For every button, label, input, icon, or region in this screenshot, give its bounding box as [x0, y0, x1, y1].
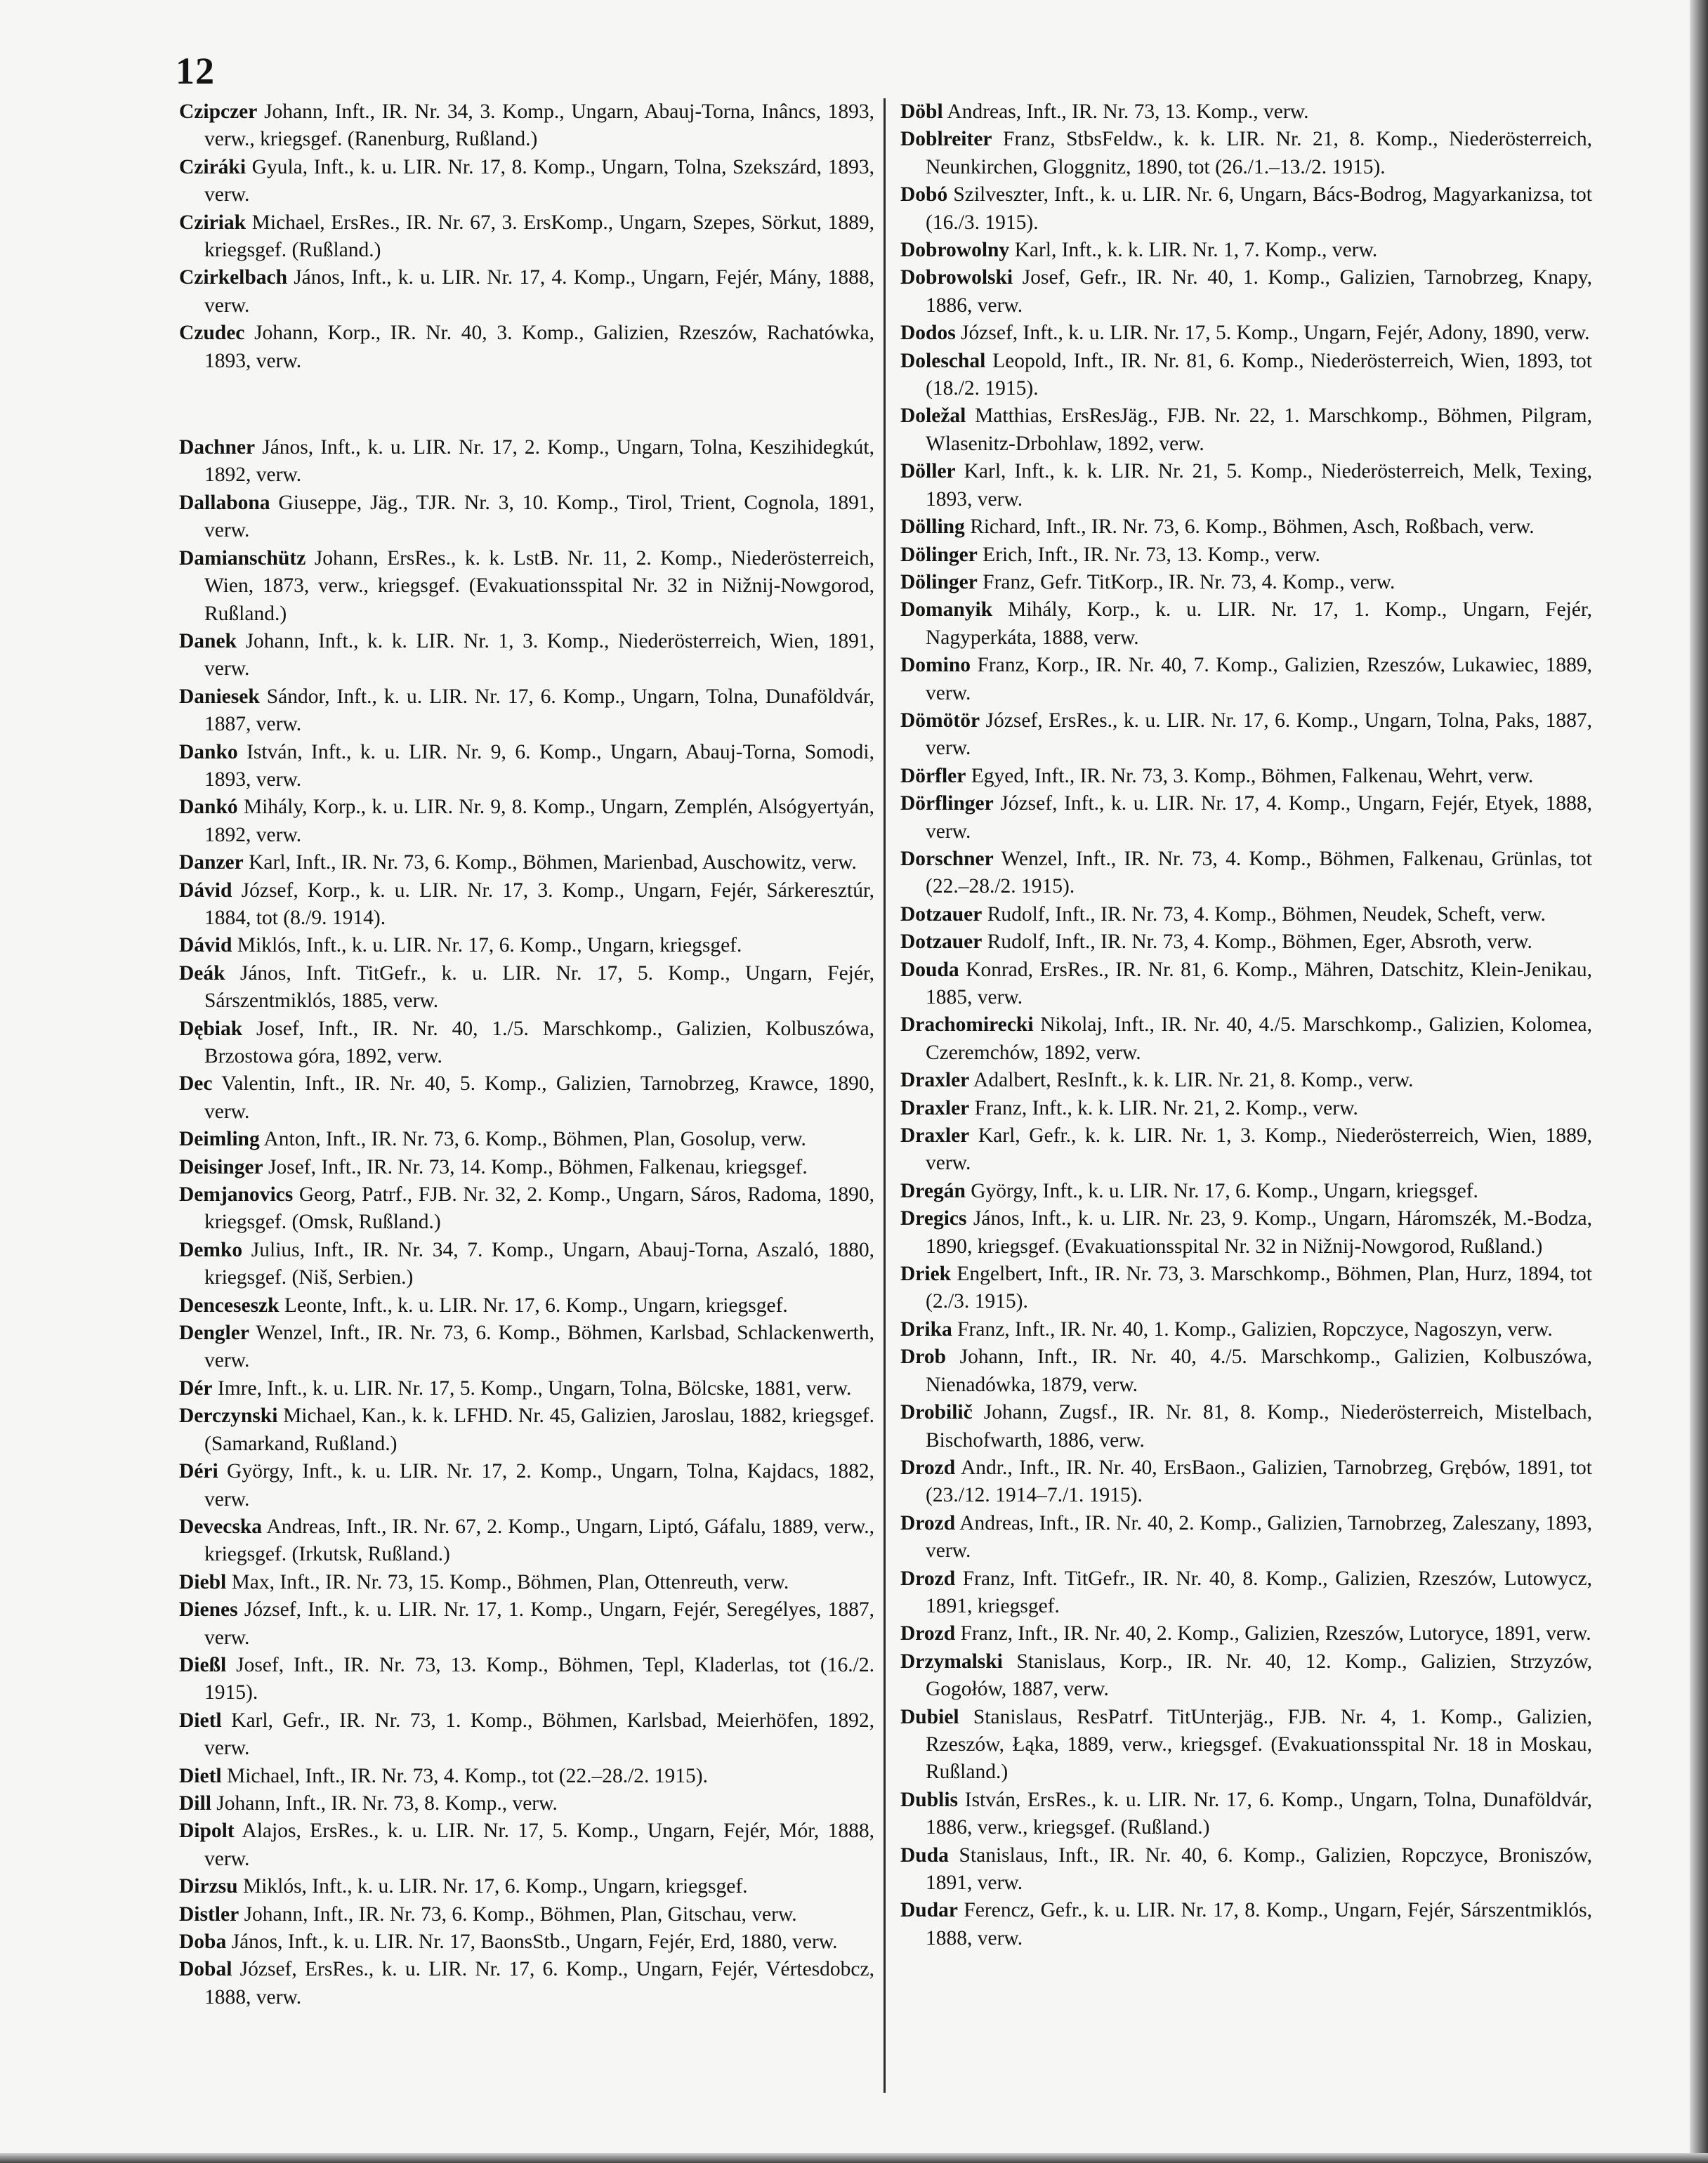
entry-surname: Drob — [900, 1346, 947, 1369]
register-entry — [179, 932, 874, 959]
entry-details: Georg, Patrf., FJB. Nr. 32, 2. Komp., Ungarn, Sáros, Radoma, 1890, kriegsgef. (Omsk, Rußland.) — [204, 1183, 875, 1234]
register-entry — [900, 1787, 1592, 1842]
entry-surname: Cziriak — [179, 211, 247, 234]
entry-details: Richard, Inft., IR. Nr. 73, 6. Komp., Böhmen, Asch, Roßbach, verw. — [970, 515, 1535, 539]
register-entry — [179, 1817, 874, 1873]
entry-details: József, Inft., k. u. LIR. Nr. 17, 4. Komp., Ungarn, Fejér, Etyek, 1888, verw. — [926, 792, 1592, 843]
entry-surname: Doblreiter — [900, 128, 992, 151]
entry-surname: Drozd — [900, 1622, 956, 1645]
entry-surname: Czirkelbach — [179, 266, 288, 289]
entry-surname: Driek — [900, 1263, 952, 1286]
entry-details: Franz, Inft., IR. Nr. 40, 1. Komp., Galizien, Ropczyce, Nagoszyn, verw. — [957, 1317, 1553, 1341]
register-entry — [179, 1458, 874, 1513]
register-entry — [900, 402, 1592, 458]
entry-details: Wenzel, Inft., IR. Nr. 73, 6. Komp., Böhmen, Karlsbad, Schlackenwerth, verw. — [204, 1322, 875, 1372]
entry-surname: Danko — [179, 740, 238, 763]
entry-details: Ferencz, Gefr., k. u. LIR. Nr. 17, 8. Komp., Ungarn, Fejér, Sárszentmiklós, 1888, verw. — [926, 1899, 1593, 1950]
entry-surname: Dobal — [179, 1958, 232, 1981]
register-entry — [179, 1513, 874, 1569]
entry-surname: Cziráki — [179, 155, 247, 178]
register-entry — [900, 790, 1592, 846]
entry-surname: Denceseszk — [179, 1294, 280, 1317]
entry-details: Julius, Inft., IR. Nr. 34, 7. Komp., Ungarn, Abauj-Torna, Aszaló, 1880, kriegsgef. (Niš, Serbien.) — [204, 1238, 875, 1289]
entry-surname: Drozd — [900, 1567, 956, 1590]
register-entry — [900, 458, 1592, 513]
entry-details: Anton, Inft., IR. Nr. 73, 6. Komp., Böhmen, Plan, Gosolup, verw. — [263, 1128, 806, 1151]
register-entry — [179, 209, 874, 265]
page-edge-shadow — [1690, 0, 1708, 2163]
entry-details: Karl, Inft., IR. Nr. 73, 6. Komp., Böhmen, Marienbad, Auschowitz, verw. — [249, 851, 857, 874]
entry-surname: Döller — [900, 460, 956, 483]
register-entry — [900, 1122, 1592, 1178]
entry-details: Josef, Inft., IR. Nr. 40, 1./5. Marschkomp., Galizien, Kolbuszówa, Brzostowa góra, 1892, verw. — [204, 1017, 874, 1067]
entry-surname: Douda — [900, 958, 959, 981]
right-column — [900, 98, 1592, 1952]
entry-surname: Dörfler — [900, 764, 966, 787]
entry-surname: Czipczer — [179, 100, 258, 123]
register-entry — [179, 1126, 874, 1153]
entry-surname: Damianschütz — [179, 546, 306, 570]
entry-details: János, Inft., k. u. LIR. Nr. 23, 9. Komp., Ungarn, Háromszék, M.-Bodza, 1890, kriegsgef. (Evakuationsspital Nr. 32 in Nižnij-Nowgorod, Rußland.) — [926, 1207, 1593, 1258]
entry-surname: Domanyik — [900, 598, 993, 622]
entry-surname: Doležal — [900, 405, 966, 428]
entry-details: Karl, Inft., k. k. LIR. Nr. 21, 5. Komp., Niederösterreich, Melk, Texing, 1893, verw. — [926, 460, 1593, 511]
entry-surname: Dubiel — [900, 1705, 959, 1728]
entry-details: Johann, Inft., IR. Nr. 34, 3. Komp., Ungarn, Abauj-Torna, Inâncs, 1893, verw., kriegsgef. (Ranenburg, Rußland.) — [204, 100, 875, 151]
entry-details: József, Inft., k. u. LIR. Nr. 17, 1. Komp., Ungarn, Fejér, Seregélyes, 1887, verw. — [204, 1598, 875, 1649]
register-entry — [900, 1620, 1592, 1648]
register-entry — [179, 1790, 874, 1817]
entry-details: Johann, Inft., IR. Nr. 73, 6. Komp., Böhmen, Plan, Gitschau, verw. — [244, 1902, 797, 1926]
entry-surname: Dudar — [900, 1899, 958, 1922]
register-entry — [900, 1399, 1592, 1454]
page-number: 12 — [176, 50, 215, 92]
register-entry — [179, 320, 874, 375]
entry-details: Rudolf, Inft., IR. Nr. 73, 4. Komp., Böhmen, Neudek, Scheft, verw. — [987, 902, 1546, 926]
entry-details: Engelbert, Inft., IR. Nr. 73, 3. Marschkomp., Böhmen, Plan, Hurz, 1894, tot (2./3. 1915). — [926, 1263, 1592, 1313]
register-entry — [179, 1237, 874, 1292]
entry-surname: Draxler — [900, 1096, 970, 1119]
entry-details: József, ErsRes., k. u. LIR. Nr. 17, 6. Komp., Ungarn, Fejér, Vértesdobcz, 1888, verw. — [204, 1958, 874, 2008]
register-entry — [179, 849, 874, 876]
entry-details: József, ErsRes., k. u. LIR. Nr. 17, 6. Komp., Ungarn, Tolna, Paks, 1887, verw. — [926, 709, 1592, 760]
register-entry — [179, 545, 874, 628]
entry-surname: Dér — [179, 1376, 213, 1400]
entry-surname: Dömötör — [900, 709, 980, 732]
entry-surname: Dietl — [179, 1709, 222, 1732]
register-entry — [900, 1067, 1592, 1094]
register-entry — [900, 1510, 1592, 1565]
register-entry — [900, 513, 1592, 541]
entry-details: György, Inft., k. u. LIR. Nr. 17, 6. Komp., Ungarn, kriegsgef. — [971, 1179, 1478, 1202]
register-entry — [900, 1648, 1592, 1704]
entry-surname: Derczynski — [179, 1405, 278, 1428]
entry-details: Michael, Inft., IR. Nr. 73, 4. Komp., tot (22.–28./2. 1915). — [227, 1764, 708, 1787]
entry-surname: Dregics — [900, 1207, 967, 1230]
entry-surname: Dublis — [900, 1788, 958, 1811]
entry-surname: Daniesek — [179, 685, 260, 708]
entry-details: Rudolf, Inft., IR. Nr. 73, 4. Komp., Böhmen, Eger, Absroth, verw. — [987, 931, 1532, 954]
entry-surname: Domino — [900, 654, 971, 677]
entry-surname: Danek — [179, 629, 237, 652]
register-entry — [179, 489, 874, 545]
entry-surname: Duda — [900, 1843, 949, 1867]
entry-surname: Doba — [179, 1931, 227, 1953]
register-entry — [179, 1375, 874, 1402]
entry-details: Nikolaj, Inft., IR. Nr. 40, 4./5. Marschkomp., Galizien, Kolomea, Czeremchów, 1892, verw. — [926, 1013, 1593, 1064]
register-entry — [900, 707, 1592, 763]
register-entry — [179, 154, 874, 209]
entry-surname: Drzymalski — [900, 1650, 1003, 1673]
register-entry — [179, 683, 874, 739]
register-entry — [179, 264, 874, 320]
entry-details: József, Korp., k. u. LIR. Nr. 17, 3. Komp., Ungarn, Fejér, Sárkeresztúr, 1884, tot (8./9. 1914). — [204, 879, 874, 929]
entry-details: Franz, Inft., IR. Nr. 40, 2. Komp., Galizien, Rzeszów, Lutoryce, 1891, verw. — [960, 1622, 1591, 1645]
entry-surname: Drika — [900, 1317, 952, 1341]
register-entry — [900, 1565, 1592, 1621]
register-entry — [900, 1704, 1592, 1787]
register-entry — [179, 739, 874, 794]
register-entry — [900, 237, 1592, 264]
register-entry — [179, 628, 874, 683]
entry-details: Stanislaus, Inft., IR. Nr. 40, 6. Komp., Galizien, Ropczyce, Broniszów, 1891, verw. — [926, 1843, 1592, 1894]
entry-surname: Dotzauer — [900, 902, 983, 926]
register-entry — [179, 1569, 874, 1596]
entry-details: Imre, Inft., k. u. LIR. Nr. 17, 5. Komp., Ungarn, Tolna, Bölcske, 1881, verw. — [217, 1376, 852, 1400]
entry-surname: Danzer — [179, 851, 244, 874]
entry-details: Johann, ErsRes., k. k. LstB. Nr. 11, 2. Komp., Niederösterreich, Wien, 1873, verw., kriegsgef. (Evakuationsspital Nr. 32 in Nižnij-Nowgorod, Rußland.) — [204, 546, 874, 625]
entry-details: József, Inft., k. u. LIR. Nr. 17, 5. Komp., Ungarn, Fejér, Adony, 1890, verw. — [961, 322, 1590, 345]
entry-surname: Dölinger — [900, 543, 978, 566]
entry-surname: Distler — [179, 1902, 239, 1926]
entry-surname: Diebl — [179, 1570, 227, 1593]
register-entry — [179, 1292, 874, 1320]
register-entry — [900, 928, 1592, 956]
register-entry — [179, 1956, 874, 2011]
entry-surname: Dölinger — [900, 570, 978, 593]
entry-surname: Dobó — [900, 183, 948, 206]
register-entry — [900, 569, 1592, 596]
register-entry — [900, 763, 1592, 790]
entry-details: János, Inft., k. u. LIR. Nr. 17, BaonsStb., Ungarn, Fejér, Erd, 1880, verw. — [231, 1931, 838, 1953]
register-entry — [179, 98, 874, 154]
register-entry — [900, 956, 1592, 1012]
entry-details: György, Inft., k. u. LIR. Nr. 17, 2. Komp., Ungarn, Tolna, Kajdacs, 1882, verw. — [204, 1460, 874, 1511]
register-entry — [179, 1596, 874, 1652]
register-entry — [900, 181, 1592, 237]
entry-details: Andr., Inft., IR. Nr. 40, ErsBaon., Galizien, Tarnobrzeg, Grębów, 1891, tot (23./12. 1914–7./1. 1915). — [926, 1456, 1593, 1507]
entry-surname: Dobrowolski — [900, 266, 1013, 289]
entry-surname: Dietl — [179, 1764, 222, 1787]
register-entry — [900, 348, 1592, 403]
entry-surname: Dotzauer — [900, 931, 983, 954]
entry-surname: Doleschal — [900, 349, 986, 372]
entry-details: Miklós, Inft., k. u. LIR. Nr. 17, 6. Komp., Ungarn, kriegsgef. — [237, 934, 742, 957]
entry-surname: Dipolt — [179, 1820, 235, 1843]
register-entry — [900, 846, 1592, 901]
entry-details: Michael, ErsRes., IR. Nr. 67, 3. ErsKomp., Ungarn, Szepes, Sörkut, 1889, kriegsgef. (Rußland.) — [204, 211, 874, 262]
entry-details: Franz, Korp., IR. Nr. 40, 7. Komp., Galizien, Rzeszów, Lukawiec, 1889, verw. — [926, 654, 1593, 704]
register-entry — [900, 264, 1592, 320]
entry-surname: Dregán — [900, 1179, 966, 1202]
entry-surname: Devecska — [179, 1515, 262, 1538]
entry-surname: Drachomirecki — [900, 1013, 1034, 1037]
register-entry — [900, 1178, 1592, 1205]
register-entry — [900, 652, 1592, 707]
register-entry — [900, 1316, 1592, 1343]
register-entry — [179, 794, 874, 849]
entry-surname: Demko — [179, 1238, 243, 1261]
entry-details: Leopold, Inft., IR. Nr. 81, 6. Komp., Niederösterreich, Wien, 1893, tot (18./2. 1915). — [926, 349, 1592, 400]
register-entry — [900, 596, 1592, 652]
entry-details: Konrad, ErsRes., IR. Nr. 81, 6. Komp., Mähren, Datschitz, Klein-Jenikau, 1885, verw. — [926, 958, 1593, 1008]
entry-surname: Dallabona — [179, 491, 270, 514]
entry-surname: Dankó — [179, 796, 238, 819]
entry-details: Giuseppe, Jäg., TJR. Nr. 3, 10. Komp., Tirol, Trient, Cognola, 1891, verw. — [204, 491, 875, 542]
register-entry — [900, 320, 1592, 347]
register-entry — [179, 1707, 874, 1763]
entry-surname: Dießl — [179, 1653, 227, 1676]
entry-surname: Draxler — [900, 1069, 970, 1092]
register-entry — [179, 1763, 874, 1790]
page-edge-shadow-bottom — [0, 2153, 1708, 2163]
entry-surname: Dávid — [179, 934, 232, 957]
entry-surname: Dengler — [179, 1322, 249, 1345]
entry-details: Szilveszter, Inft., k. u. LIR. Nr. 6, Ungarn, Bács-Bodrog, Magyarkanizsa, tot (16./3. 1915). — [926, 183, 1593, 234]
entry-surname: Deák — [179, 961, 225, 985]
entry-details: János, Inft., k. u. LIR. Nr. 17, 4. Komp., Ungarn, Fejér, Mány, 1888, verw. — [204, 266, 875, 317]
entry-details: Mihály, Korp., k. u. LIR. Nr. 17, 1. Komp., Ungarn, Fejér, Nagyperkáta, 1888, verw. — [926, 598, 1592, 649]
register-entry — [179, 1181, 874, 1237]
entry-details: Sándor, Inft., k. u. LIR. Nr. 17, 6. Komp., Ungarn, Tolna, Dunaföldvár, 1887, verw. — [204, 685, 874, 736]
entry-details: Franz, Gefr. TitKorp., IR. Nr. 73, 4. Komp., verw. — [983, 570, 1395, 593]
entry-details: Karl, Inft., k. k. LIR. Nr. 1, 7. Komp., verw. — [1014, 239, 1378, 262]
left-column — [179, 98, 874, 2011]
entry-details: Egyed, Inft., IR. Nr. 73, 3. Komp., Böhmen, Falkenau, Wehrt, verw. — [971, 764, 1534, 787]
entry-surname: Deisinger — [179, 1155, 263, 1178]
entry-surname: Dörflinger — [900, 792, 994, 815]
register-entry — [179, 1652, 874, 1707]
entry-details: Valentin, Inft., IR. Nr. 40, 5. Komp., Galizien, Tarnobrzeg, Krawce, 1890, verw. — [204, 1072, 874, 1123]
entry-surname: Dorschner — [900, 847, 994, 870]
register-entry — [900, 901, 1592, 928]
entry-surname: Draxler — [900, 1124, 970, 1148]
entry-details: István, Inft., k. u. LIR. Nr. 9, 6. Komp., Ungarn, Abauj-Torna, Somodi, 1893, verw. — [204, 740, 874, 791]
register-entry — [179, 1015, 874, 1071]
entry-details: Johann, Inft., k. k. LIR. Nr. 1, 3. Komp., Niederösterreich, Wien, 1891, verw. — [204, 629, 874, 681]
register-entry — [900, 1897, 1592, 1952]
register-entry — [179, 1154, 874, 1181]
entry-surname: Dodos — [900, 322, 956, 345]
register-entry — [179, 1320, 874, 1375]
entry-details: Mihály, Korp., k. u. LIR. Nr. 9, 8. Komp., Ungarn, Zemplén, Alsógyertyán, 1892, verw. — [204, 796, 875, 846]
entry-surname: Dávid — [179, 879, 232, 902]
entry-surname: Deimling — [179, 1128, 260, 1151]
register-entry — [900, 98, 1592, 126]
register-entry — [900, 1205, 1592, 1261]
entry-details: János, Inft. TitGefr., k. u. LIR. Nr. 17, 5. Komp., Ungarn, Fejér, Sárszentmiklós, 1885, verw. — [204, 961, 874, 1013]
register-entry — [900, 126, 1592, 181]
entry-details: Wenzel, Inft., IR. Nr. 73, 4. Komp., Böhmen, Falkenau, Grünlas, tot (22.–28./2. 1915). — [926, 847, 1592, 898]
register-entry — [900, 1095, 1592, 1122]
entry-details: Johann, Inft., IR. Nr. 40, 4./5. Marschkomp., Galizien, Kolbuszówa, Nienadówka, 1879, verw. — [926, 1346, 1592, 1396]
register-entry — [900, 1343, 1592, 1399]
entry-details: Josef, Gefr., IR. Nr. 40, 1. Komp., Galizien, Tarnobrzeg, Knapy, 1886, verw. — [926, 266, 1592, 317]
entry-details: Josef, Inft., IR. Nr. 73, 13. Komp., Böhmen, Tepl, Kladerlas, tot (16./2. 1915). — [204, 1653, 874, 1704]
entry-details: Andreas, Inft., IR. Nr. 73, 13. Komp., verw. — [947, 100, 1309, 123]
register-entry — [179, 1901, 874, 1928]
entry-details: János, Inft., k. u. LIR. Nr. 17, 2. Komp., Ungarn, Tolna, Keszihidegkút, 1892, verw. — [204, 436, 875, 487]
entry-details: Karl, Gefr., k. k. LIR. Nr. 1, 3. Komp., Niederösterreich, Wien, 1889, verw. — [926, 1124, 1592, 1175]
entry-surname: Dirzsu — [179, 1875, 238, 1898]
entry-surname: Dębiak — [179, 1017, 243, 1040]
entry-details: Andreas, Inft., IR. Nr. 67, 2. Komp., Ungarn, Liptó, Gáfalu, 1889, verw., kriegsgef. (Irkutsk, Rußland.) — [204, 1515, 875, 1566]
register-entry — [900, 1011, 1592, 1067]
register-entry — [179, 1928, 874, 1956]
entry-surname: Drobilič — [900, 1401, 973, 1424]
entry-surname: Dec — [179, 1072, 213, 1096]
entry-surname: Drozd — [900, 1456, 956, 1479]
register-entry — [900, 1454, 1592, 1510]
entry-details: Stanislaus, ResPatrf. TitUnterjäg., FJB. Nr. 4, 1. Komp., Galizien, Rzeszów, Łąka, 1889, verw., kriegsgef. (Evakuationsspital Nr. 18 in Moskau, Rußland.) — [926, 1705, 1592, 1784]
entry-details: Erich, Inft., IR. Nr. 73, 13. Komp., verw. — [983, 543, 1320, 566]
entry-surname: Dachner — [179, 436, 256, 459]
register-entry — [900, 1842, 1592, 1898]
entry-surname: Dienes — [179, 1598, 238, 1622]
entry-details: Adalbert, ResInft., k. k. LIR. Nr. 21, 8. Komp., verw. — [973, 1069, 1414, 1092]
register-entry — [179, 877, 874, 933]
entry-details: Johann, Korp., IR. Nr. 40, 3. Komp., Galizien, Rzeszów, Rachatówka, 1893, verw. — [204, 322, 875, 372]
register-entry — [179, 960, 874, 1015]
entry-details: Josef, Inft., IR. Nr. 73, 14. Komp., Böhmen, Falkenau, kriegsgef. — [268, 1155, 808, 1178]
entry-details: Miklós, Inft., k. u. LIR. Nr. 17, 6. Komp., Ungarn, kriegsgef. — [242, 1875, 748, 1898]
entry-surname: Drozd — [900, 1511, 956, 1534]
entry-details: Karl, Gefr., IR. Nr. 73, 1. Komp., Böhmen, Karlsbad, Meierhöfen, 1892, verw. — [204, 1709, 874, 1760]
entry-details: Franz, StbsFeldw., k. k. LIR. Nr. 21, 8. Komp., Niederösterreich, Neunkirchen, Gloggnitz, 1890, tot (26./1.–13./2. 1915). — [926, 128, 1593, 178]
entry-details: Andreas, Inft., IR. Nr. 40, 2. Komp., Galizien, Tarnobrzeg, Zaleszany, 1893, verw. — [926, 1511, 1593, 1563]
entry-details: Franz, Inft. TitGefr., IR. Nr. 40, 8. Komp., Galizien, Rzeszów, Lutowycz, 1891, kriegsgef. — [926, 1567, 1592, 1617]
entry-details: Gyula, Inft., k. u. LIR. Nr. 17, 8. Komp., Ungarn, Tolna, Szekszárd, 1893, verw. — [204, 155, 875, 206]
entry-surname: Demjanovics — [179, 1183, 294, 1207]
entry-details: Johann, Inft., IR. Nr. 73, 8. Komp., verw. — [216, 1791, 558, 1815]
register-entry — [179, 1402, 874, 1458]
column-divider — [883, 98, 886, 2093]
register-entry — [179, 1873, 874, 1900]
entry-details: Michael, Kan., k. k. LFHD. Nr. 45, Galizien, Jaroslau, 1882, kriegsgef. (Samarkand, Rußland.) — [204, 1405, 875, 1455]
entry-details: Alajos, ErsRes., k. u. LIR. Nr. 17, 5. Komp., Ungarn, Fejér, Mór, 1888, verw. — [204, 1820, 874, 1870]
register-entry — [179, 1070, 874, 1126]
entry-details: Franz, Inft., k. k. LIR. Nr. 21, 2. Komp., verw. — [974, 1096, 1358, 1119]
entry-details: Johann, Zugsf., IR. Nr. 81, 8. Komp., Niederösterreich, Mistelbach, Bischofwarth, 1886, verw. — [926, 1401, 1592, 1452]
entry-details: Stanislaus, Korp., IR. Nr. 40, 12. Komp., Galizien, Strzyzów, Gogołów, 1887, verw. — [926, 1650, 1592, 1701]
entry-details: István, ErsRes., k. u. LIR. Nr. 17, 6. Komp., Ungarn, Tolna, Dunaföldvár, 1886, verw., kriegsgef. (Rußland.) — [926, 1788, 1592, 1839]
entry-surname: Dobrowolny — [900, 239, 1010, 262]
entry-surname: Dölling — [900, 515, 965, 539]
register-entry — [179, 434, 874, 489]
entry-surname: Déri — [179, 1460, 218, 1483]
entry-surname: Döbl — [900, 100, 943, 123]
entry-surname: Dill — [179, 1791, 211, 1815]
register-entry — [900, 1261, 1592, 1316]
entry-surname: Czudec — [179, 322, 245, 345]
entry-details: Leonte, Inft., k. u. LIR. Nr. 17, 6. Komp., Ungarn, kriegsgef. — [284, 1294, 788, 1317]
register-entry — [900, 541, 1592, 569]
entry-details: Max, Inft., IR. Nr. 73, 15. Komp., Böhmen, Plan, Ottenreuth, verw. — [231, 1570, 789, 1593]
entry-details: Matthias, ErsResJäg., FJB. Nr. 22, 1. Marschkomp., Böhmen, Pilgram, Wlasenitz-Drbohlaw, 1892, verw. — [926, 405, 1592, 455]
